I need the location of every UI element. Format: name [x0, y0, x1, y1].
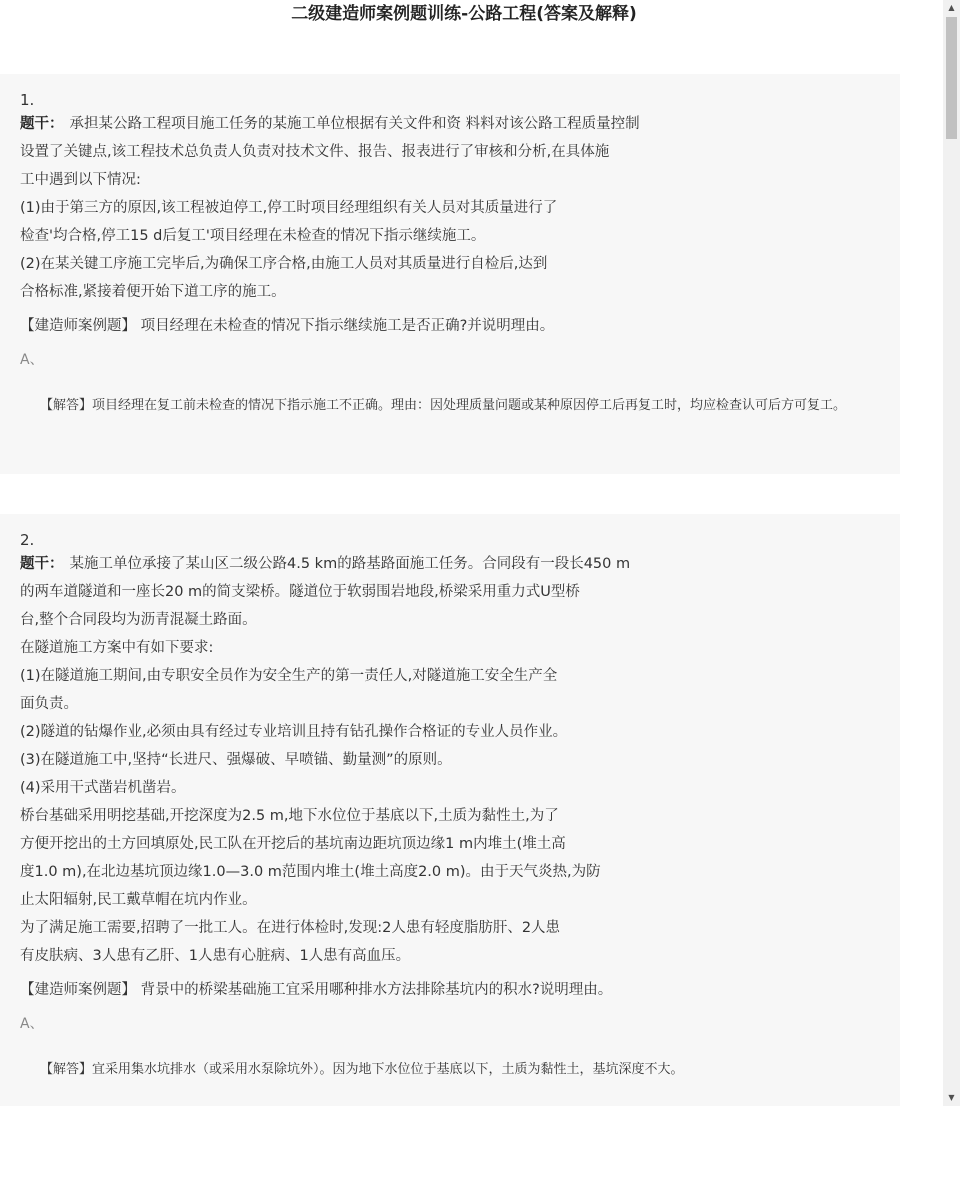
stem-line: (3)在隧道施工中,坚持“长进尺、强爆破、早喷锚、勤量测”的原则。: [20, 752, 452, 768]
stem-label: 题干：: [20, 556, 64, 572]
stem-line: (2)隧道的钻爆作业,必须由具有经过专业培训且持有钻孔操作合格证的专业人员作业。: [20, 724, 568, 740]
answer-explanation: 【解答】项目经理在复工前未检查的情况下指示施工不正确。理由：因处理质量问题或某种原因停工后再复工时，均应检查认可后方可复工。: [40, 398, 847, 413]
stem-line: [20, 110, 880, 138]
stem-line: 设置了关键点,该工程技术总负责人负责对技术文件、报告、报表进行了审核和分析,在具体施: [20, 144, 610, 160]
question-number: 2.: [20, 531, 35, 549]
stem-line: (2)在某关键工序施工完毕后,为确保工序合格,由施工人员对其质量进行自检后,达到: [20, 256, 548, 272]
stem-line: 度1.0 m),在北边基坑顶边缘1.0—3.0 m范围内堆土(堆土高度2.0 m)。由于天气炎热,为防: [20, 864, 601, 880]
page-title: 二级建造师案例题训练-公路工程(答案及解释): [291, 4, 637, 24]
answer-option[interactable]: A、: [20, 1016, 44, 1032]
stem-line: 为了满足施工需要,招聘了一批工人。在进行体检时,发现:2人患有轻度脂肪肝、2人患: [20, 920, 561, 936]
stem-text: 承担某公路工程项目施工任务的某施工单位根据有关文件和资 料料对该公路工程质量控制: [69, 116, 640, 132]
stem-line: 检查'均合格,停工15 d后复工'项目经理在未检查的情况下指示继续施工。: [20, 228, 486, 244]
question-number: 1.: [20, 91, 35, 109]
scroll-down-arrow-icon[interactable]: ▼: [948, 1093, 955, 1102]
scroll-up-arrow-icon[interactable]: ▲: [948, 3, 955, 12]
stem-line: 止太阳辐射,民工戴草帽在坑内作业。: [20, 892, 257, 908]
stem-line: 面负责。: [20, 696, 78, 712]
stem-text: 某施工单位承接了某山区二级公路4.5 km的路基路面施工任务。合同段有一段长450 m: [69, 556, 631, 572]
question-card: [0, 514, 900, 1106]
scroll-thumb[interactable]: [946, 17, 957, 139]
stem-line: 有皮肤病、3人患有乙肝、1人患有心脏病、1人患有高血压。: [20, 948, 411, 964]
stem-line: 方便开挖出的土方回填原处,民工队在开挖后的基坑南边距坑顶边缘1 m内堆土(堆土高: [20, 836, 566, 852]
stem-label: 题干：: [20, 116, 64, 132]
question-prompt: 【建造师案例题】 背景中的桥梁基础施工宜采用哪种排水方法排除基坑内的积水?说明理由。: [20, 982, 613, 998]
stem-line: 的两车道隧道和一座长20 m的简支梁桥。隧道位于软弱围岩地段,桥梁采用重力式U型桥: [20, 584, 580, 600]
answer-option[interactable]: A、: [20, 352, 44, 368]
vertical-scrollbar[interactable]: [943, 0, 960, 1106]
question-card: [0, 74, 900, 474]
question-prompt: 【建造师案例题】 项目经理在未检查的情况下指示继续施工是否正确?并说明理由。: [20, 318, 555, 334]
stem-line: 合格标准,紧接着便开始下道工序的施工。: [20, 284, 286, 300]
stem-line: (1)在隧道施工期间,由专职安全员作为安全生产的第一责任人,对隧道施工安全生产全: [20, 668, 558, 684]
stem-line: 桥台基础采用明挖基础,开挖深度为2.5 m,地下水位位于基底以下,土质为黏性土,为了: [20, 808, 559, 824]
stem-line: 台,整个合同段均为沥青混凝土路面。: [20, 612, 257, 628]
stem-line: 在隧道施工方案中有如下要求:: [20, 640, 214, 656]
stem-line: 工中遇到以下情况:: [20, 172, 141, 188]
stem-line: (4)采用干式凿岩机凿岩。: [20, 780, 186, 796]
stem-line: (1)由于第三方的原因,该工程被迫停工,停工时项目经理组织有关人员对其质量进行了: [20, 200, 558, 216]
answer-explanation: 【解答】宜采用集水坑排水（或采用水泵除坑外）。因为地下水位位于基底以下，土质为黏性土，基坑深度不大。: [40, 1062, 684, 1077]
stem-line: [20, 550, 880, 578]
